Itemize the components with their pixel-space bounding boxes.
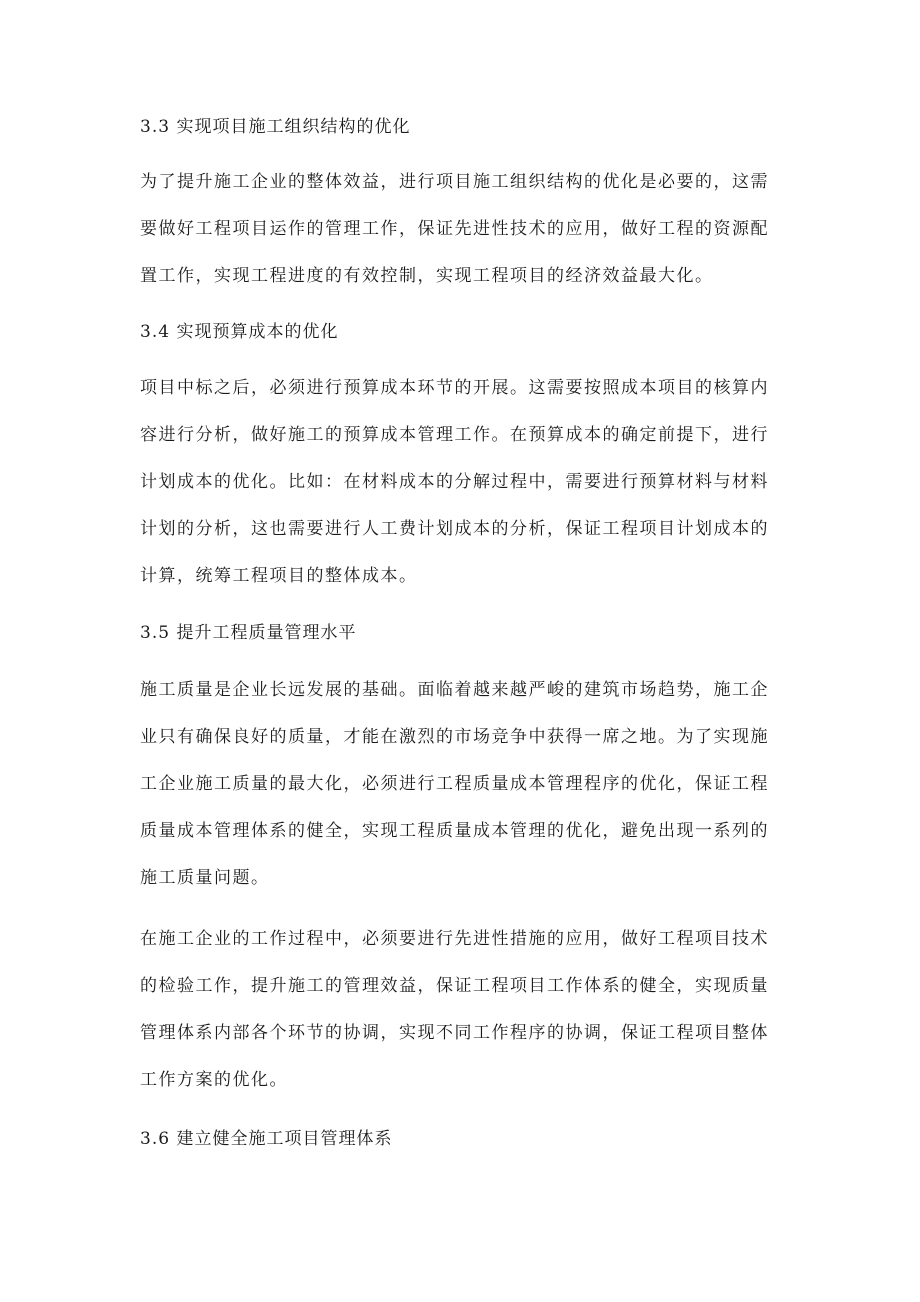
paragraph-line: 为了提升施工企业的整体效益，进行项目施工组织结构的优化是必要的，这需 (140, 172, 769, 192)
paragraph-line: 要做好工程项目运作的管理工作，保证先进性技术的应用，做好工程的资源配 (140, 219, 769, 239)
paragraph-line: 计划成本的优化。比如：在材料成本的分解过程中，需要进行预算材料与材料 (140, 472, 769, 492)
paragraph-line: 工企业施工质量的最大化，必须进行工程质量成本管理程序的优化，保证工程 (140, 774, 769, 794)
paragraph-line: 业只有确保良好的质量，才能在激烈的市场竞争中获得一席之地。为了实现施 (140, 727, 769, 747)
section-heading-3-4: 3.4 实现预算成本的优化 (140, 322, 339, 342)
paragraph-line: 施工质量是企业长远发展的基础。面临着越来越严峻的建筑市场趋势，施工企 (140, 680, 769, 700)
paragraph-line: 工作方案的优化。 (140, 1070, 288, 1090)
paragraph-line: 在施工企业的工作过程中，必须要进行先进性措施的应用，做好工程项目技术 (140, 929, 769, 949)
paragraph-line: 管理体系内部各个环节的协调，实现不同工作程序的协调，保证工程项目整体 (140, 1023, 769, 1043)
paragraph-line: 计算，统筹工程项目的整体成本。 (140, 566, 418, 586)
paragraph-line: 质量成本管理体系的健全，实现工程质量成本管理的优化，避免出现一系列的 (140, 821, 769, 841)
paragraph-line: 项目中标之后，必须进行预算成本环节的开展。这需要按照成本项目的核算内 (140, 378, 769, 398)
paragraph-line: 的检验工作，提升施工的管理效益，保证工程项目工作体系的健全，实现质量 (140, 976, 769, 996)
paragraph-line: 置工作，实现工程进度的有效控制，实现工程项目的经济效益最大化。 (140, 266, 714, 286)
paragraph-line: 容进行分析，做好施工的预算成本管理工作。在预算成本的确定前提下，进行 (140, 425, 769, 445)
paragraph-line: 计划的分析，这也需要进行人工费计划成本的分析，保证工程项目计划成本的 (140, 519, 769, 539)
section-heading-3-6: 3.6 建立健全施工项目管理体系 (140, 1129, 393, 1149)
section-heading-3-5: 3.5 提升工程质量管理水平 (140, 623, 357, 643)
section-heading-3-3: 3.3 实现项目施工组织结构的优化 (140, 117, 411, 137)
paragraph-line: 施工质量问题。 (140, 868, 270, 888)
